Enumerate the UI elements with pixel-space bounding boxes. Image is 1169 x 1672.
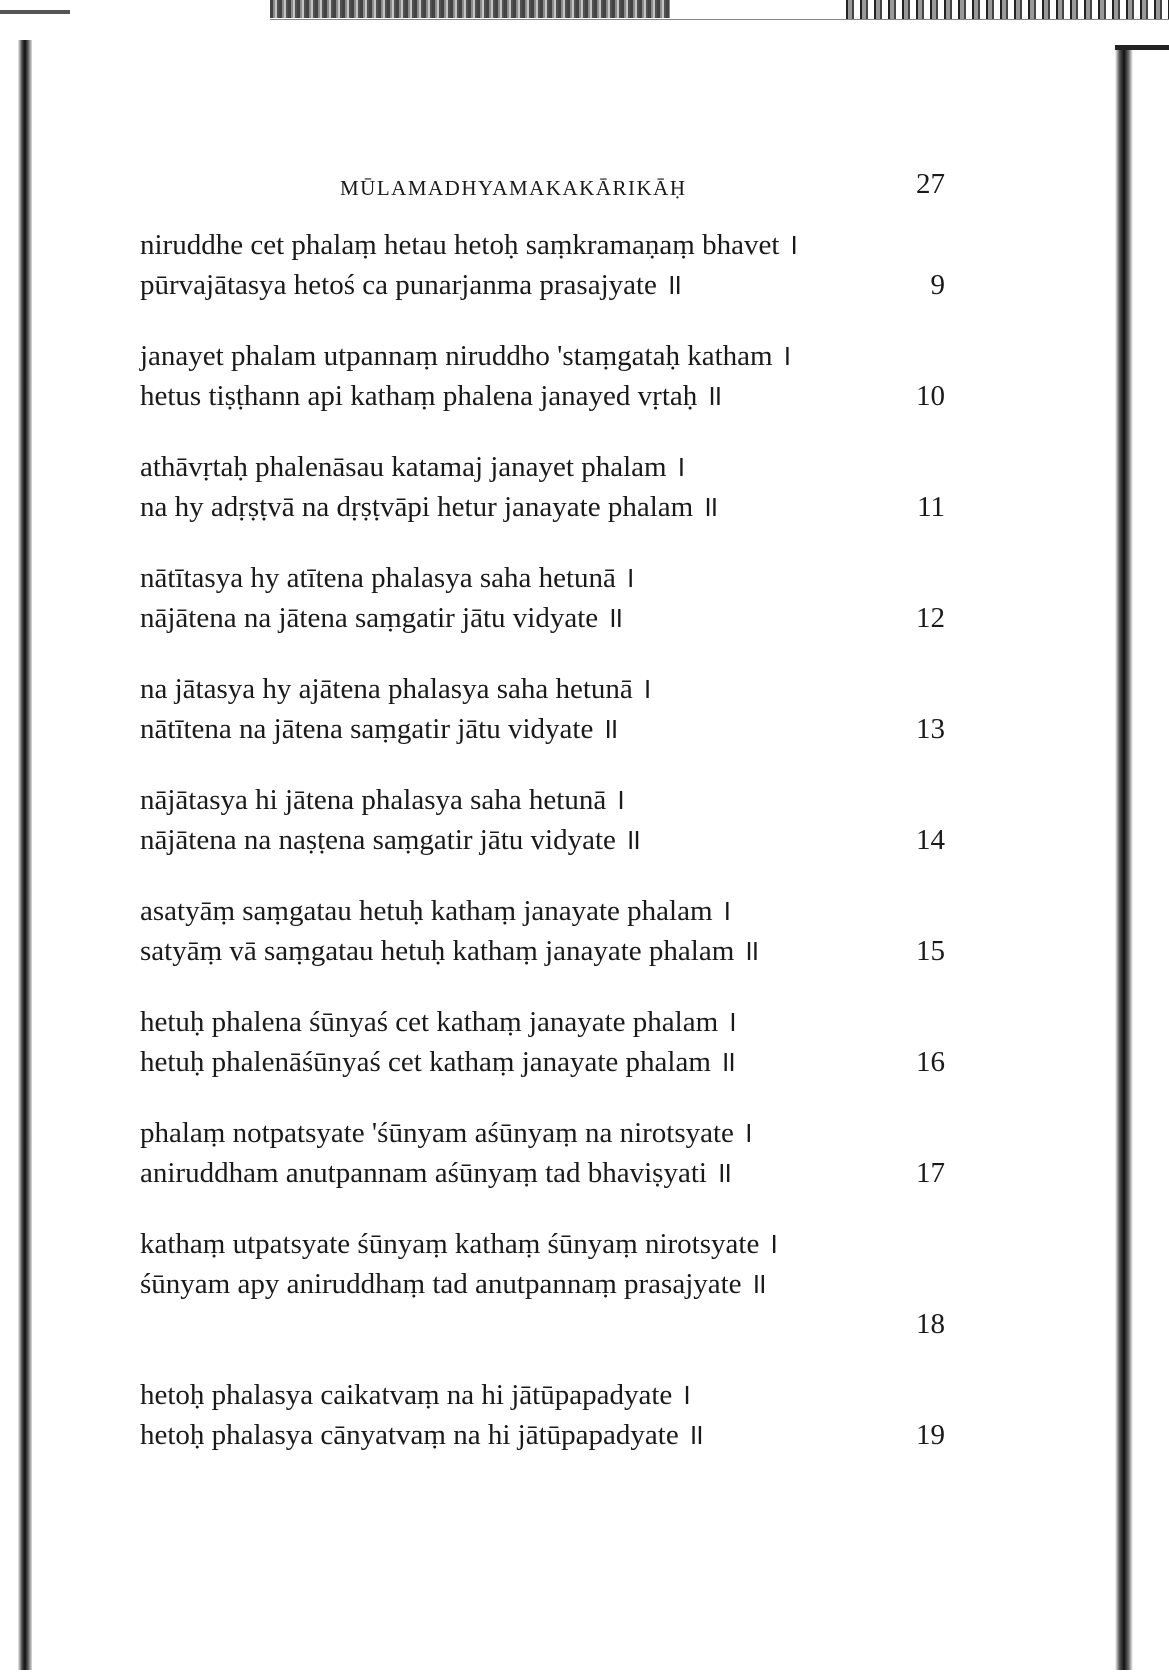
- verse-line-2: na hy adṛṣṭvā na dṛṣṭvāpi hetur janayate phalam ॥: [140, 491, 719, 523]
- verse-16: [140, 1002, 945, 1082]
- verse-line-1: nātītasya hy atītena phalasya saha hetunā ।: [140, 562, 635, 594]
- verse-line-2: hetoḥ phalasya cānyatvaṃ na hi jātūpapadyate ॥: [140, 1419, 705, 1451]
- verse-line-1: hetuḥ phalena śūnyaś cet kathaṃ janayate phalam ।: [140, 1006, 738, 1038]
- verse-list: [140, 225, 945, 1486]
- verse-line-1: phalaṃ notpatsyate 'śūnyam aśūnyaṃ na nirotsyate ।: [140, 1117, 753, 1149]
- verse-line-1: janayet phalam utpannaṃ niruddho 'staṃgataḥ katham ।: [140, 340, 792, 372]
- scan-edge-artifact: [840, 0, 1169, 20]
- verse-line-2: satyāṃ vā saṃgatau hetuḥ kathaṃ janayate phalam ॥: [140, 935, 760, 967]
- verse-line-1: nājātasya hi jātena phalasya saha hetunā ।: [140, 784, 626, 816]
- verse-number: 13: [916, 713, 945, 745]
- verse-10: [140, 336, 945, 416]
- verse-11: [140, 447, 945, 527]
- verse-line-1: athāvṛtaḥ phalenāsau katamaj janayet phalam ।: [140, 451, 686, 483]
- verse-number: 11: [917, 491, 945, 523]
- verse-number: 9: [930, 269, 945, 301]
- verse-line-2: nātītena na jātena saṃgatir jātu vidyate ॥: [140, 713, 619, 745]
- verse-15: [140, 891, 945, 971]
- verse-line-2: nājātena na naṣṭena saṃgatir jātu vidyate ॥: [140, 824, 642, 856]
- verse-number: 10: [916, 380, 945, 412]
- verse-line-1: niruddhe cet phalaṃ hetau hetoḥ saṃkramaṇaṃ bhavet ।: [140, 229, 799, 261]
- verse-12: [140, 558, 945, 638]
- verse-number: 14: [916, 824, 945, 856]
- verse-line-2: hetus tiṣṭhann api kathaṃ phalena janayed vṛtaḥ ॥: [140, 380, 723, 412]
- verse-line-2: śūnyam apy aniruddhaṃ tad anutpannaṃ prasajyate ॥: [140, 1268, 767, 1300]
- verse-13: [140, 669, 945, 749]
- verse-number: 12: [916, 602, 945, 634]
- verse-line-2: pūrvajātasya hetoś ca punarjanma prasajyate ॥: [140, 269, 683, 301]
- verse-line-2: nājātena na jātena saṃgatir jātu vidyate ॥: [140, 602, 624, 634]
- scan-edge-artifact: [270, 19, 1169, 20]
- scan-edge-artifact: [0, 10, 70, 14]
- verse-17: [140, 1113, 945, 1193]
- running-head: [135, 168, 945, 208]
- scan-binding-shadow-left: [18, 40, 32, 1670]
- verse-line-1: hetoḥ phalasya caikatvaṃ na hi jātūpapadyate ।: [140, 1379, 692, 1411]
- verse-number: 19: [916, 1419, 945, 1451]
- verse-line-2: hetuḥ phalenāśūnyaś cet kathaṃ janayate phalam ॥: [140, 1046, 737, 1078]
- scan-binding-shadow-right: [1115, 45, 1133, 1670]
- verse-line-1: kathaṃ utpatsyate śūnyaṃ kathaṃ śūnyaṃ nirotsyate ।: [140, 1228, 779, 1260]
- verse-18: [140, 1224, 945, 1344]
- verse-19: [140, 1375, 945, 1455]
- verse-9: [140, 225, 945, 305]
- verse-14: [140, 780, 945, 860]
- scan-edge-artifact: [1115, 45, 1169, 50]
- running-head-title: MŪLAMADHYAMAKAKĀRIKĀḤ: [340, 176, 687, 200]
- verse-number: 17: [916, 1157, 945, 1189]
- verse-line-1: asatyāṃ saṃgatau hetuḥ kathaṃ janayate phalam ।: [140, 895, 732, 927]
- verse-line-1: na jātasya hy ajātena phalasya saha hetunā ।: [140, 673, 652, 705]
- verse-line-2: aniruddham anutpannam aśūnyaṃ tad bhaviṣyati ॥: [140, 1157, 733, 1189]
- verse-number: 15: [916, 935, 945, 967]
- verse-number: 16: [916, 1046, 945, 1078]
- verse-number: 18: [916, 1308, 945, 1340]
- page-number: 27: [916, 168, 945, 200]
- scan-edge-artifact: [270, 0, 670, 18]
